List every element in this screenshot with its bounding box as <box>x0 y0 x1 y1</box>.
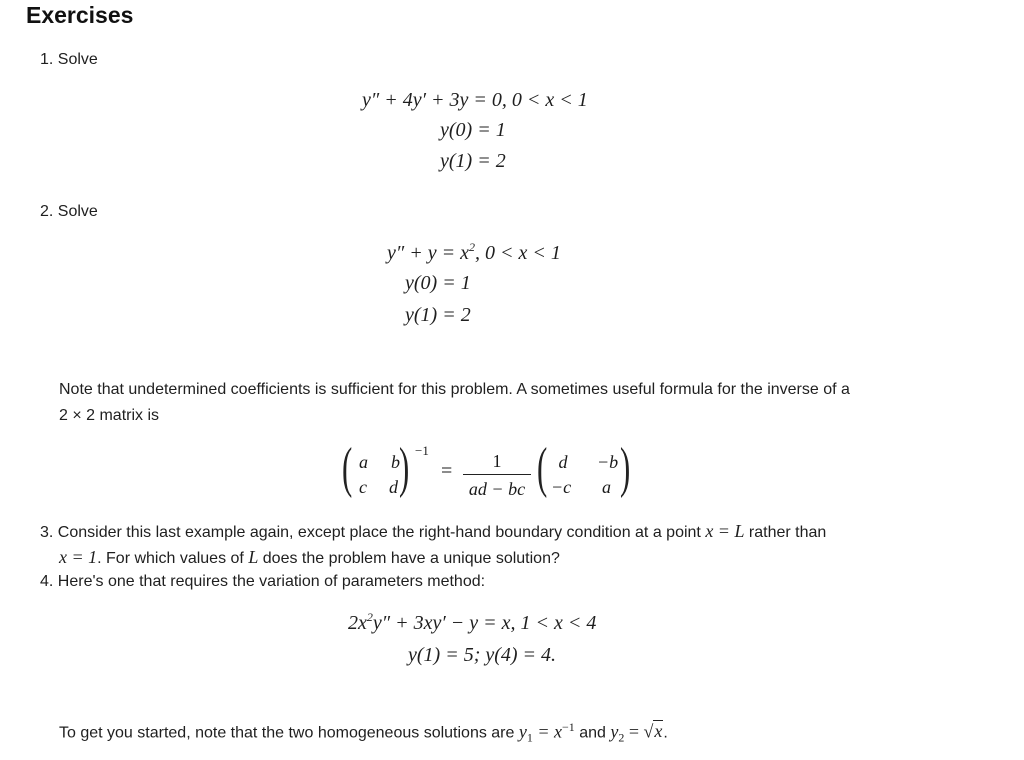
right-paren-2: ) <box>620 437 631 499</box>
fraction-numerator: 1 <box>492 451 502 471</box>
matrix-entry-d: d <box>389 477 398 497</box>
exercise-2-equation: $y'' + y = x^2$, 0 < x < 1 <box>387 240 561 264</box>
hint-text: To get you started, note that the two homogeneous solutions are $y_1 = x^{-1}$ and $y_2 = √x$. <box>59 720 668 745</box>
fraction-bar <box>463 474 531 475</box>
note-line-1: Note that undetermined coefficients is sufficient for this problem. A sometimes useful formula for the inverse of a <box>59 381 850 398</box>
note-line-2: 2 × 2 matrix is <box>59 407 160 424</box>
left-paren-2: ( <box>537 437 548 499</box>
exercise-4-equation: $2x^2y'' + 3xy' - y = x$, 1 < x < 4 <box>348 610 597 634</box>
matrix-entry-c: c <box>359 477 367 497</box>
exercise-3-line-2: x = 1. For which values of L does the problem have a unique solution? <box>59 547 560 567</box>
exercise-4-conditions: y(1) = 5; y(4) = 4. <box>408 644 557 666</box>
result-entry-neg-c: −c <box>551 477 572 497</box>
exercise-4-label: 4. Here's one that requires the variation of parameters method: <box>40 573 486 590</box>
exercise-1-condition-1: y(0) = 1 <box>440 119 506 141</box>
right-paren-1: ) <box>399 437 410 499</box>
exercise-1-equation: y″ + 4y′ + 3y = 0, 0 < x < 1 <box>362 89 588 111</box>
inverse-exponent: −1 <box>415 443 429 458</box>
result-entry-d: d <box>558 452 568 472</box>
exercise-2-condition-2: y(1) = 2 <box>405 304 471 326</box>
left-paren-1: ( <box>342 437 353 499</box>
exercise-3-line-1: 3. Consider this last example again, except place the right-hand boundary condition at a point x = L rather than <box>40 521 827 541</box>
exercise-2-condition-1: y(0) = 1 <box>405 272 471 294</box>
matrix-entry-a: a <box>359 452 368 472</box>
exercise-1-label: 1. Solve <box>40 51 98 68</box>
result-entry-a: a <box>602 477 611 497</box>
equals-sign: = <box>441 460 453 482</box>
exercise-2-label: 2. Solve <box>40 203 98 220</box>
page-title: Exercises <box>26 2 134 28</box>
fraction-denominator: ad − bc <box>468 479 526 499</box>
matrix-entry-b: b <box>391 452 400 472</box>
exercise-1-condition-2: y(1) = 2 <box>440 150 506 172</box>
result-entry-neg-b: −b <box>597 452 619 472</box>
